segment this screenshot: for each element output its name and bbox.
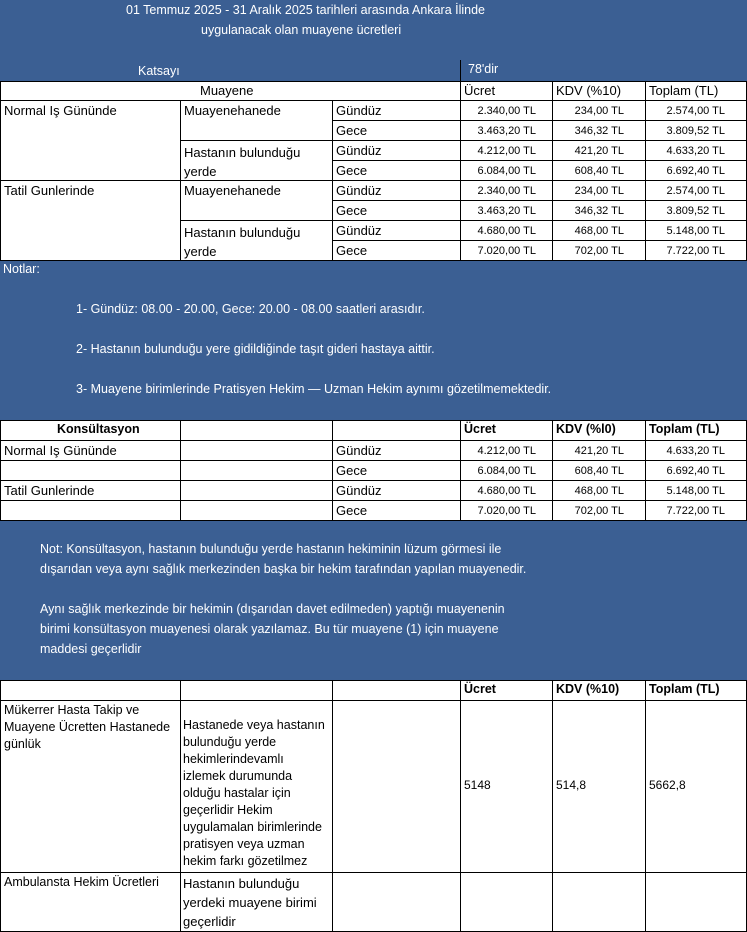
kdv-value: 234,00 TL (574, 105, 624, 117)
group-label: Tatil Gunlerinde (4, 483, 95, 498)
mukerrer-label: Mükerrer Hasta Takip ve Muayene Ücretten Hastanede günlük (4, 703, 171, 751)
kdv-value: 702,00 TL (574, 245, 624, 257)
toplam-value: 4.633,20 TL (666, 145, 725, 157)
ambulans-label: Ambulansta Hekim Ücretleri (4, 875, 159, 889)
mukerrer-col-kdv: KDV (%10) (556, 682, 620, 696)
ucret-value: 4.680,00 TL (477, 225, 536, 237)
ucret-value: 2.340,00 TL (477, 105, 536, 117)
ucret-value: 6.084,00 TL (477, 165, 536, 177)
konsultasyon-note-line: maddesi geçerlidir (40, 642, 142, 656)
ucret-value: 3.463,20 TL (477, 125, 536, 137)
toplam-value: 6.692,40 TL (666, 165, 725, 177)
kdv-value: 234,00 TL (574, 185, 624, 197)
time-label: Gündüz (336, 443, 382, 458)
header-title-line2: uygulanacak olan muayene ücretleri (201, 23, 402, 37)
note-item: 3- Muayene birimlerinde Pratisyen Hekim — Uzman Hekim aynımı gözetilmemektedir. (76, 382, 552, 396)
time-label: Gündüz (336, 103, 382, 118)
mukerrer-ucret: 5148 (464, 778, 491, 792)
kdv-value: 702,00 TL (574, 505, 624, 517)
kdv-value: 608,40 TL (574, 465, 624, 477)
toplam-value: 2.574,00 TL (666, 185, 725, 197)
group-label: Tatil Gunlerinde (4, 183, 95, 198)
time-label: Gündüz (336, 483, 382, 498)
konsultasyon-note-line: Aynı sağlık merkezinde bir hekimin (dışarıdan davet edilmeden) yaptığı muayenenin (40, 602, 505, 616)
ucret-value: 4.212,00 TL (477, 445, 536, 457)
time-label: Gündüz (336, 143, 382, 158)
note-item: 1- Gündüz: 08.00 - 20.00, Gece: 20.00 - 08.00 saatleri arasıdır. (76, 302, 425, 316)
group-label: Normal Iş Gününde (4, 103, 117, 118)
group-label: Normal Iş Gününde (4, 443, 117, 458)
time-label: Gece (336, 503, 368, 518)
ambulans-description: Hastanın bulunduğu yerdeki muayene birimi geçerlidir (183, 876, 317, 929)
kdv-value: 421,20 TL (574, 445, 624, 457)
place-label: Hastanın bulunduğu yerde (184, 225, 301, 259)
kdv-value: 421,20 TL (574, 145, 624, 157)
muayene-title: Muayene (200, 83, 254, 98)
konsultasyon-note-line: dışarıdan veya aynı sağlık merkezinden başka bir hekim tarafından yapılan muayenedir. (40, 562, 527, 576)
muayene-col-ucret: Ücret (464, 83, 496, 98)
ucret-value: 2.340,00 TL (477, 185, 536, 197)
toplam-value: 5.148,00 TL (666, 225, 725, 237)
header-title-line1: 01 Temmuz 2025 - 31 Aralık 2025 tarihleri arasında Ankara İlinde (126, 3, 486, 17)
time-label: Gündüz (336, 183, 382, 198)
place-label: Hastanın bulunduğu yerde (184, 145, 301, 179)
toplam-value: 7.722,00 TL (666, 245, 725, 257)
mukerrer-toplam: 5662,8 (649, 778, 686, 792)
katsayi-value: 78'dir (468, 62, 499, 76)
time-label: Gece (336, 463, 368, 478)
ucret-value: 4.680,00 TL (477, 485, 536, 497)
mukerrer-col-ucret: Ücret (464, 682, 496, 696)
time-label: Gece (336, 203, 368, 218)
kdv-value: 608,40 TL (574, 165, 624, 177)
konsultasyon-col-toplam: Toplam (TL) (649, 422, 720, 436)
toplam-value: 4.633,20 TL (666, 445, 725, 457)
ucret-value: 3.463,20 TL (477, 205, 536, 217)
mukerrer-kdv: 514,8 (556, 778, 587, 792)
ucret-value: 4.212,00 TL (477, 145, 536, 157)
place-label: Muayenehanede (184, 183, 281, 198)
konsultasyon-col-kdv: KDV (%l0) (556, 422, 616, 436)
toplam-value: 5.148,00 TL (666, 485, 725, 497)
katsayi-divider (460, 60, 461, 82)
katsayi-label: Katsayı (138, 64, 180, 78)
muayene-col-toplam: Toplam (TL) (649, 83, 719, 98)
toplam-value: 2.574,00 TL (666, 105, 725, 117)
toplam-value: 3.809,52 TL (666, 125, 725, 137)
notes-title: Notlar: (3, 262, 40, 276)
mukerrer-col-toplam: Toplam (TL) (649, 682, 720, 696)
time-label: Gece (336, 123, 368, 138)
ucret-value: 6.084,00 TL (477, 465, 536, 477)
kdv-value: 346,32 TL (574, 205, 624, 217)
toplam-value: 6.692,40 TL (666, 465, 725, 477)
time-label: Gece (336, 163, 368, 178)
kdv-value: 468,00 TL (574, 485, 624, 497)
toplam-value: 3.809,52 TL (666, 205, 725, 217)
kdv-value: 346,32 TL (574, 125, 624, 137)
ucret-value: 7.020,00 TL (477, 505, 536, 517)
konsultasyon-col-ucret: Ücret (464, 422, 496, 436)
mukerrer-description: Hastanede veya hastanın bulunduğu yerde hekimlerindevamlı izlemek durumunda olduğu hastalar için geçerlidir Hekim uygulamalan birimlerinde pratisyen veya uzman hekim farkı gözetilmez (183, 718, 325, 868)
konsultasyon-note-line: Not: Konsültasyon, hastanın bulunduğu yerde hastanın hekiminin lüzum görmesi ile (40, 542, 502, 556)
time-label: Gece (336, 243, 368, 258)
konsultasyon-note-line: birimi konsültasyon muayenesi olarak yazılamaz. Bu tür muayene (1) için muayene (40, 622, 499, 636)
time-label: Gündüz (336, 223, 382, 238)
ucret-value: 7.020,00 TL (477, 245, 536, 257)
notes-band (0, 261, 747, 420)
muayene-col-kdv: KDV (%10) (556, 83, 622, 98)
toplam-value: 7.722,00 TL (666, 505, 725, 517)
note-item: 2- Hastanın bulunduğu yere gidildiğinde taşıt gideri hastaya aittir. (76, 342, 435, 356)
place-label: Muayenehanede (184, 103, 281, 118)
konsultasyon-title: Konsültasyon (57, 422, 140, 436)
kdv-value: 468,00 TL (574, 225, 624, 237)
